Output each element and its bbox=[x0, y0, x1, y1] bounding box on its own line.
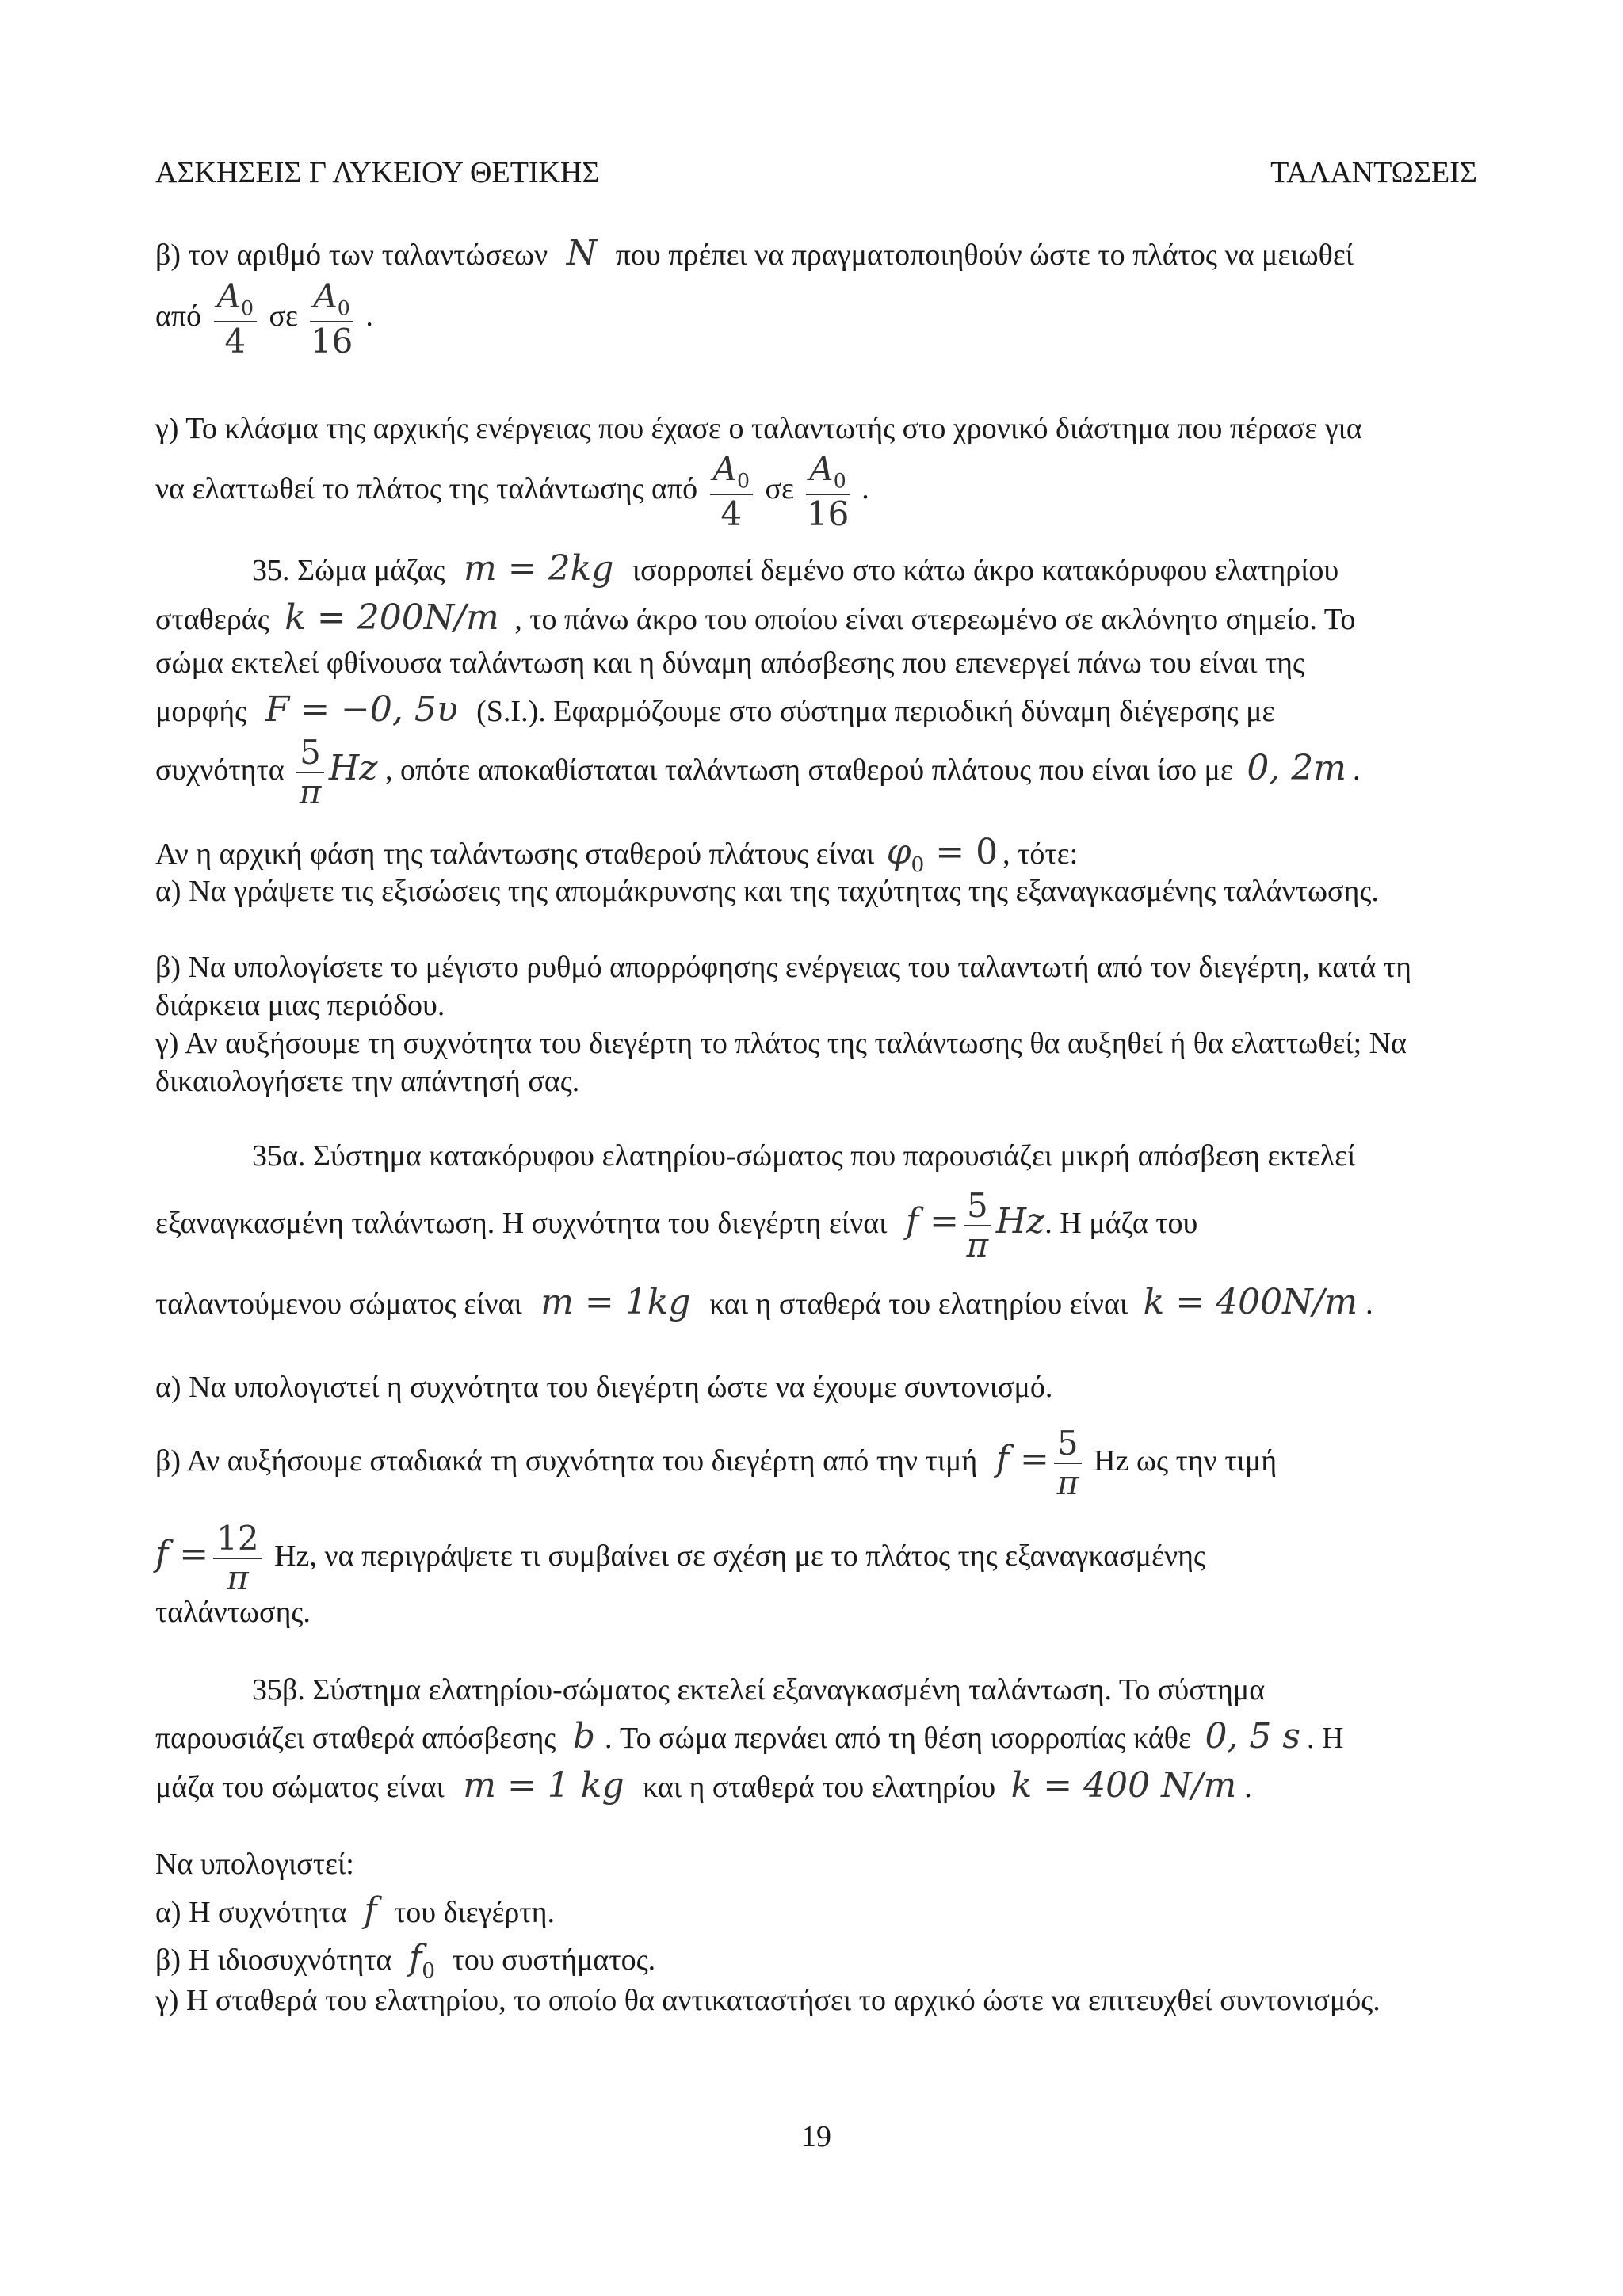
fraction-5-over-pi: $\frac{5}{\pi}$ bbox=[296, 735, 324, 810]
ex35-line1: 35. Σώμα μάζας m = 2kg ισορροπεί δεμένο στο κάτω άκρο κατακόρυφου ελατηρίου bbox=[252, 548, 1339, 589]
math-spring-constant: k = 400N/m bbox=[1143, 1282, 1358, 1322]
ex35-question-b: β) Να υπολογίσετε το μέγιστο ρυθμό απορρόφησης ενέργειας του ταλαντωτή από τον διεγέρτη, κατά τη διάρκεια μιας περιόδου. bbox=[155, 951, 1411, 1022]
fraction-5-over-pi: $\frac{5}{\pi}$ bbox=[964, 1188, 991, 1263]
math-time: 0, 5 s bbox=[1205, 1716, 1300, 1756]
ex35-line4: μορφής F = −0, 5υ (S.I.). Εφαρμόζουμε στο σύστημα περιοδική δύναμη διέγερσης με bbox=[155, 689, 1275, 730]
ex35b-line2: παρουσιάζει σταθερά απόσβεσης b . Το σώμα περνάει από τη θέση ισορροπίας κάθε 0, 5 s . Η bbox=[155, 1716, 1344, 1756]
ex35b-question-a: α) Η συχνότητα f του διεγέρτη. bbox=[155, 1890, 556, 1931]
prev-g-line1: γ) Το κλάσμα της αρχικής ενέργειας που έχασε ο ταλαντωτής στο χρονικό διάστημα που πέρασε για bbox=[155, 412, 1362, 445]
ex35b-line3: μάζα του σώματος είναι m = 1 kg και η σταθερά του ελατηρίου k = 400 N/m . bbox=[155, 1765, 1252, 1806]
header-right: ΤΑΛΑΝΤΩΣΕΙΣ bbox=[1270, 156, 1477, 189]
ex35a-question-b-line2: f = $\frac{12}{\pi}$ Hz, να περιγράψετε τι συμβαίνει σε σχέση με το πλάτος της εξαναγκασμένης bbox=[155, 1519, 1206, 1598]
prev-g-line2: να ελαττωθεί το πλάτος της ταλάντωσης από $\frac{A_0}{4}$ σε $\frac{A_0}{16}$ . bbox=[155, 449, 869, 533]
math-amplitude: 0, 2m bbox=[1247, 747, 1347, 788]
fraction-12-over-pi: $\frac{12}{\pi}$ bbox=[213, 1521, 262, 1596]
ex35b-line1: 35β. Σύστημα ελατηρίου-σώματος εκτελεί εξαναγκασμένη ταλάντωση. Το σύστημα bbox=[252, 1673, 1266, 1707]
ex35-line5: συχνότητα $\frac{5}{\pi}$ Hz , οπότε αποκαθίσταται ταλάντωση σταθερού πλάτους που είναι ίσο με 0, 2m . bbox=[155, 733, 1361, 812]
ex35a-question-b-line3: ταλάντωσης. bbox=[155, 1596, 311, 1629]
math-damping-constant: b bbox=[572, 1716, 596, 1756]
math-damping-force: F = −0, 5υ bbox=[265, 689, 458, 730]
prev-b-line1: β) τον αριθμό των ταλαντώσεων N που πρέπει να πραγματοποιηθούν ώστε το πλάτος να μειωθεί bbox=[155, 233, 1354, 273]
math-mass: m = 1 kg bbox=[463, 1765, 624, 1806]
ex35a-question-a: α) Να υπολογιστεί η συχνότητα του διεγέρτη ώστε να έχουμε συντονισμό. bbox=[155, 1371, 1053, 1404]
fraction-a0-over-16: $\frac{A_0}{16}$ bbox=[806, 449, 850, 533]
fraction-a0-over-4: $\frac{A_0}{4}$ bbox=[214, 279, 257, 359]
math-mass: m = 1kg bbox=[540, 1282, 691, 1322]
fraction-5-over-pi: $\frac{5}{\pi}$ bbox=[1054, 1426, 1082, 1501]
ex35-question-g: γ) Αν αυξήσουμε τη συχνότητα του διεγέρτη το πλάτος της ταλάντωσης θα αυξηθεί ή θα ελαττωθεί; Να δικαιολογήσετε την απάντησή σας. bbox=[155, 1027, 1407, 1098]
prev-b-line2: από $\frac{A_0}{4}$ σε $\frac{A_0}{16}$ . bbox=[155, 277, 373, 360]
ex35a-line1: 35α. Σύστημα κατακόρυφου ελατηρίου-σώματος που παρουσιάζει μικρή απόσβεση εκτελεί bbox=[252, 1139, 1356, 1173]
ex35-question-a: α) Να γράψετε τις εξισώσεις της απομάκρυνσης και της ταχύτητας της εξαναγκασμένης ταλάντωσης. bbox=[155, 875, 1379, 908]
ex35a-question-b-line1: β) Αν αυξήσουμε σταδιακά τη συχνότητα του διεγέρτη από την τιμή f = $\frac{5}{\pi}$ Hz ως την τιμή bbox=[155, 1424, 1277, 1503]
ex35-line2: σταθεράς k = 200N/m , το πάνω άκρο του οποίου είναι στερεωμένο σε ακλόνητο σημείο. Το bbox=[155, 597, 1356, 638]
ex35b-ask: Να υπολογιστεί: bbox=[155, 1848, 354, 1881]
header-left: ΑΣΚΗΣΕΙΣ Γ ΛΥΚΕΙΟΥ ΘΕΤΙΚΗΣ bbox=[155, 156, 600, 189]
math-N: N bbox=[566, 233, 598, 273]
ex35-line3: σώμα εκτελεί φθίνουσα ταλάντωση και η δύναμη απόσβεσης που επενεργεί πάνω του είναι της bbox=[155, 646, 1305, 680]
page-number: 19 bbox=[801, 2120, 831, 2153]
math-initial-phase: $\varphi_0 = 0$ bbox=[886, 832, 999, 877]
ex35a-line3: ταλαντούμενου σώματος είναι m = 1kg και η σταθερά του ελατηρίου είναι k = 400N/m . bbox=[155, 1282, 1373, 1322]
ex35b-question-b: β) Η ιδιοσυχνότητα $f_0$ του συστήματος. bbox=[155, 1938, 656, 1983]
fraction-a0-over-4: $\frac{A_0}{4}$ bbox=[710, 452, 753, 532]
page-header bbox=[155, 155, 1477, 190]
fraction-a0-over-16: $\frac{A_0}{16}$ bbox=[310, 277, 353, 360]
ex35b-question-g: γ) Η σταθερά του ελατηρίου, το οποίο θα αντικαταστήσει το αρχικό ώστε να επιτευχθεί συντονισμός. bbox=[155, 1984, 1381, 2017]
math-spring-constant: k = 200N/m bbox=[285, 597, 499, 638]
ex35a-line2: εξαναγκασμένη ταλάντωση. Η συχνότητα του διεγέρτη είναι f = $\frac{5}{\pi}$ Hz. Η μάζα του bbox=[155, 1186, 1198, 1265]
math-spring-constant: k = 400 N/m bbox=[1010, 1765, 1237, 1806]
math-mass: m = 2kg bbox=[464, 548, 614, 589]
ex35-line6: Αν η αρχική φάση της ταλάντωσης σταθερού πλάτους είναι $\varphi_0 = 0$ , τότε: bbox=[155, 832, 1079, 877]
